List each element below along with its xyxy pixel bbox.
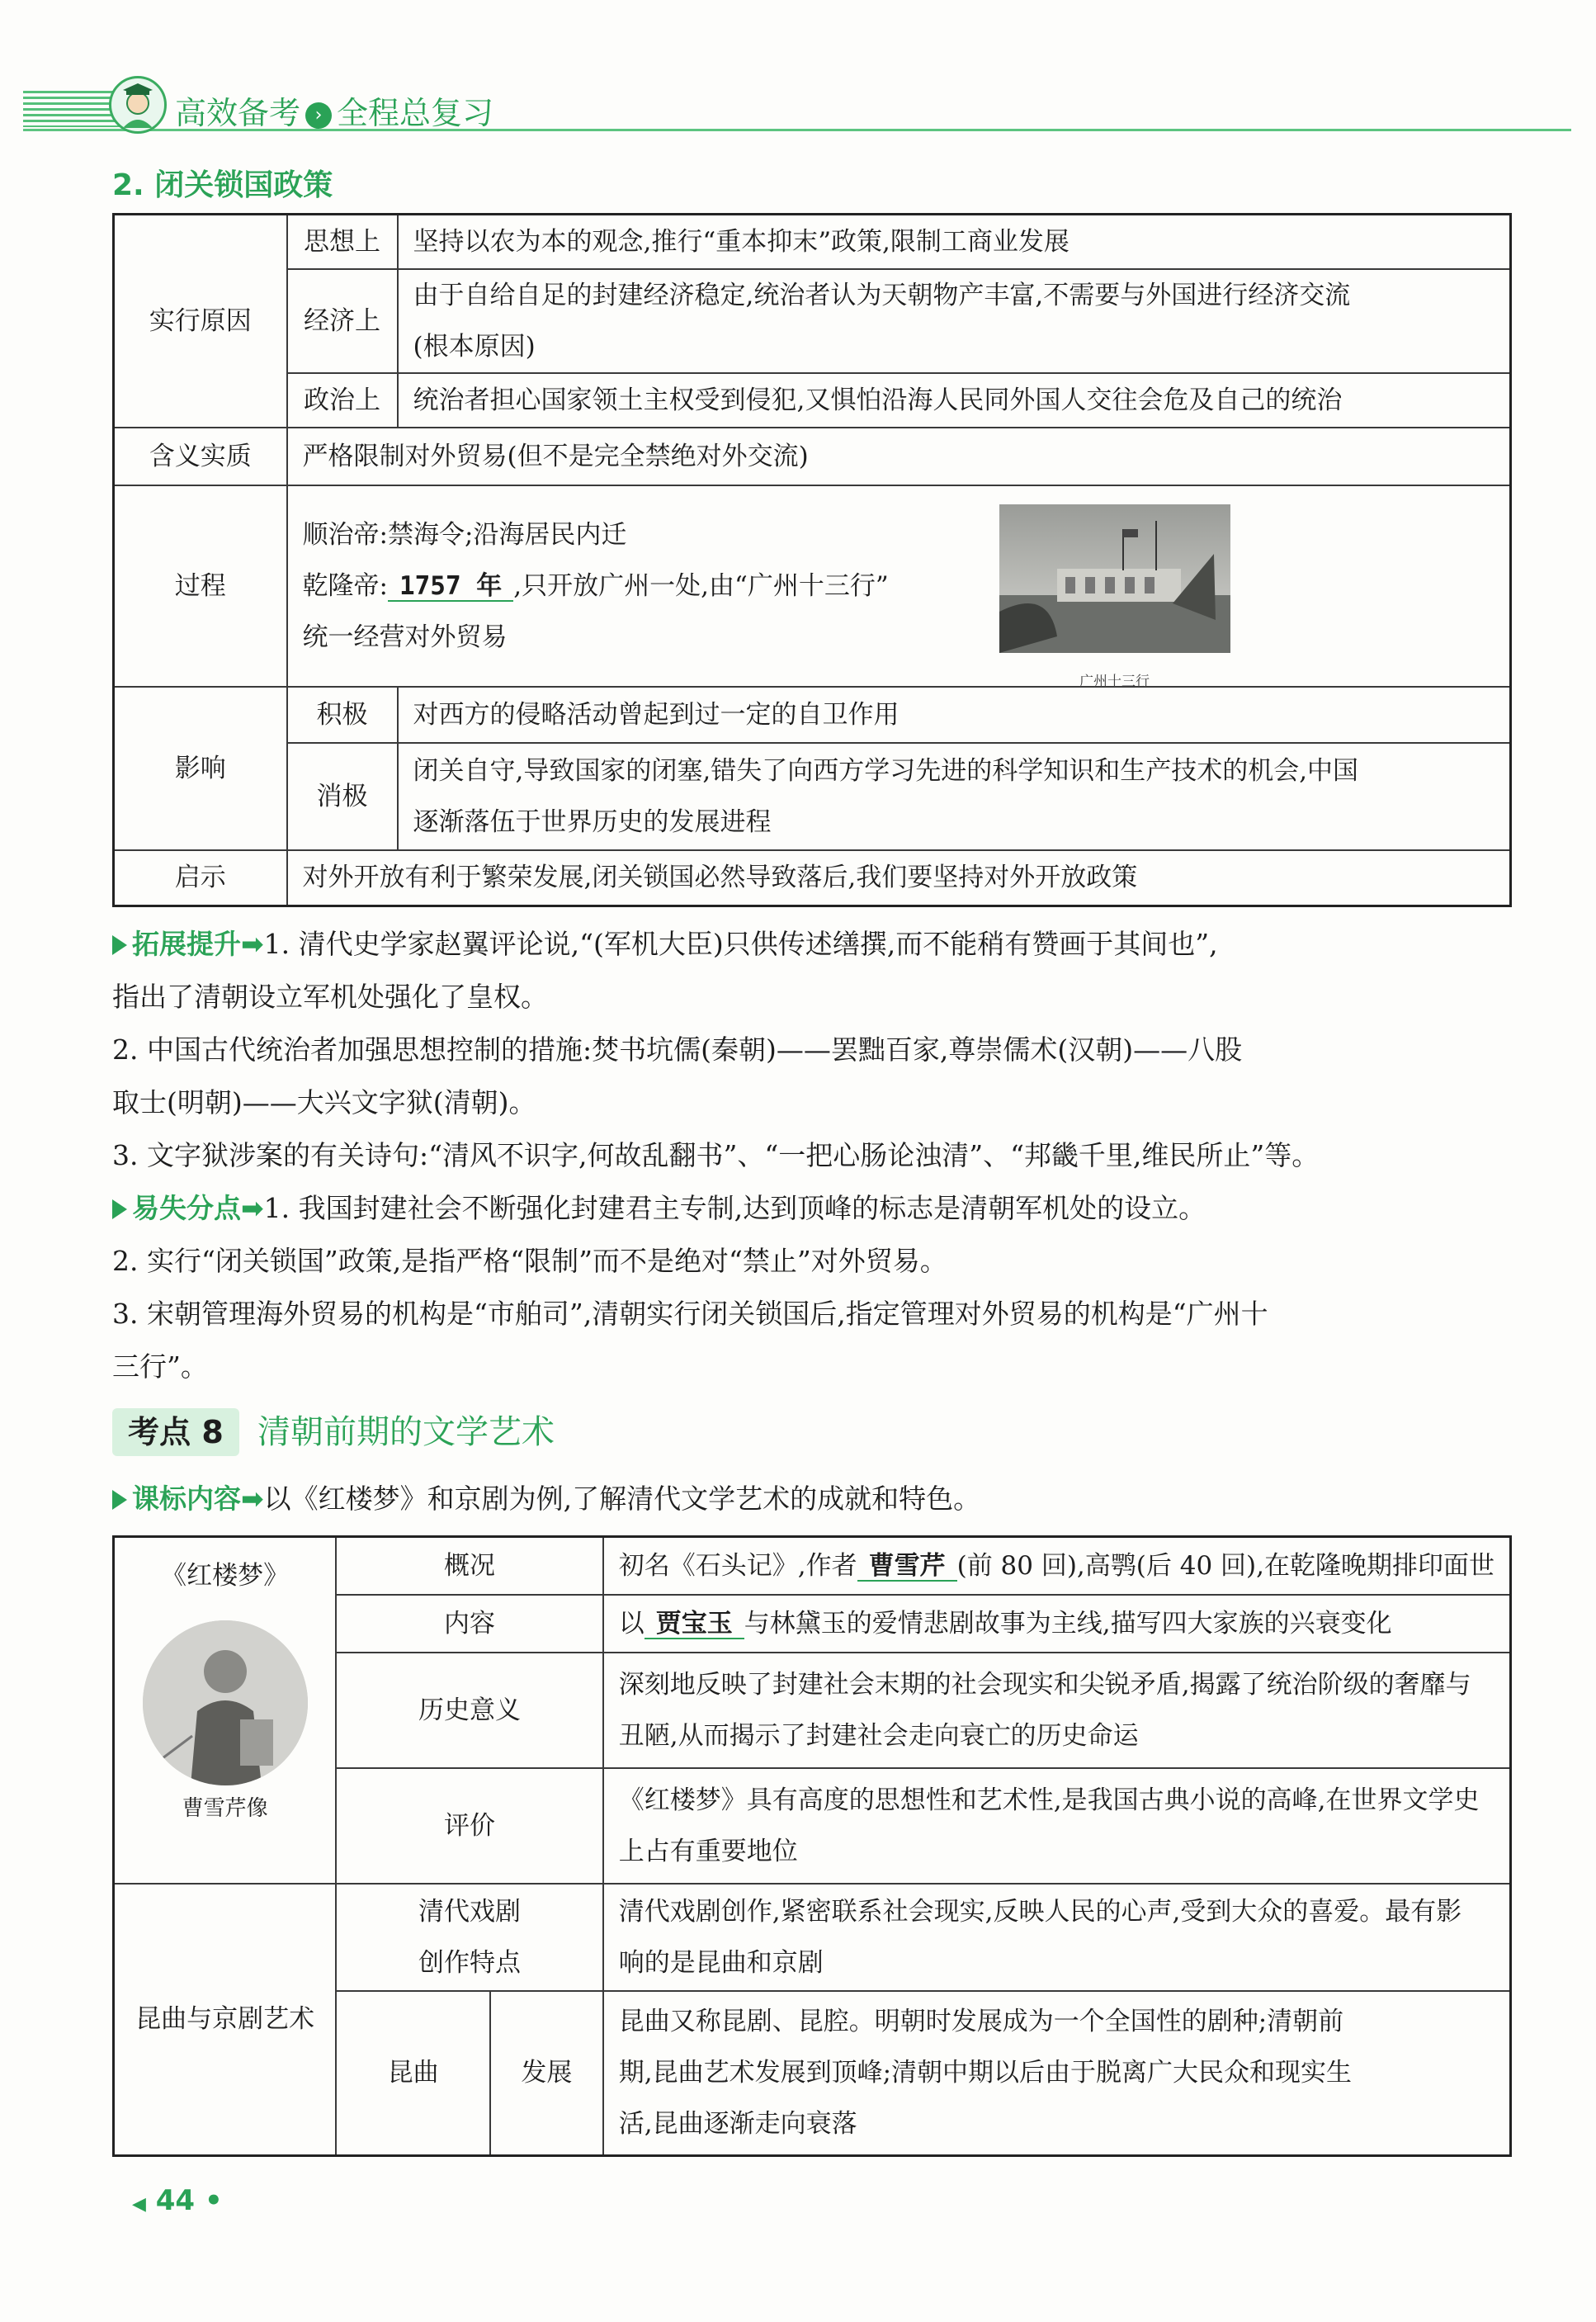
hist-label: 历史意义 xyxy=(336,1653,602,1768)
opera-title: 昆曲与京剧艺术 xyxy=(114,1884,337,2156)
eval-cell xyxy=(603,1768,1511,1884)
drama-label-2: 创作特点 xyxy=(418,1947,522,1978)
answer-blank-author: 曹雪芹 xyxy=(857,1552,957,1582)
expand-p3: 3. 文字狱涉案的有关诗句:“清风不识字,何故乱翻书”、“一把心肠论浊清”、“邦畿千里,维民所止”等。 xyxy=(112,1139,1320,1171)
content-cell xyxy=(603,1595,1511,1653)
econ-text-2: (根本原因) xyxy=(413,331,536,362)
eval-text-2: 上占有重要地位 xyxy=(618,1836,798,1866)
dot-icon: • xyxy=(204,2184,223,2217)
process-text xyxy=(303,509,980,663)
canton-figure xyxy=(999,504,1230,693)
process-line-2-pre: 乾隆帝: xyxy=(302,570,388,601)
content-label: 内容 xyxy=(336,1595,602,1653)
drama-text-1: 清代戏剧创作,紧密联系社会现实,反映人民的心声,受到大众的喜爱。最有影 xyxy=(618,1896,1462,1927)
pitfall-p2: 2. 实行“闭关锁国”政策,是指严格“限制”而不是绝对“禁止”对外贸易。 xyxy=(112,1245,947,1277)
mascot-icon xyxy=(109,76,167,134)
arrow-right-icon: ➡ xyxy=(241,1483,264,1515)
kaodian-title: 清朝前期的文学艺术 xyxy=(257,1413,555,1451)
lesson-text: 对外开放有利于繁荣发展,闭关锁国必然导致落后,我们要坚持对外开放政策 xyxy=(287,850,1511,906)
overview-cell xyxy=(603,1537,1511,1595)
overview-post: (前 80 回),高鹗(后 40 回),在乾隆晚期排印面世 xyxy=(956,1550,1494,1581)
overview-pre: 初名《石头记》,作者 xyxy=(618,1550,857,1581)
pitfall-tag: 易失分点 xyxy=(132,1192,241,1224)
content-post: 与林黛玉的爱情悲剧故事为主线,描写四大家族的兴衰变化 xyxy=(744,1608,1392,1639)
process-label: 过程 xyxy=(114,485,287,687)
brand-right: 全程总复习 xyxy=(337,95,494,131)
page-header xyxy=(23,76,1571,139)
arrow-right-icon: ➡ xyxy=(241,928,264,960)
lesson-label: 启示 xyxy=(114,850,287,906)
process-line-1: 顺治帝:禁海令;沿海居民内迁 xyxy=(302,519,627,550)
positive-text: 对西方的侵略活动曾起到过一定的自卫作用 xyxy=(398,687,1511,743)
process-line-2-post: ,只开放广州一处,由“广州十三行” xyxy=(513,570,889,601)
kunqu-label: 昆曲 xyxy=(336,1991,490,2156)
drama-label-1: 清代戏剧 xyxy=(418,1896,522,1927)
drama-cell xyxy=(603,1884,1511,1991)
negative-cell xyxy=(398,743,1511,850)
positive-label: 积极 xyxy=(287,687,398,743)
page-number-text: 44 xyxy=(155,2184,196,2217)
thought-text: 坚持以农为本的观念,推行“重本抑末”政策,限制工商业发展 xyxy=(398,215,1511,269)
expand-block xyxy=(112,918,1515,1393)
econ-text-1: 由于自给自足的封建经济稳定,统治者认为天朝物产丰富,不需要与外国进行经济交流 xyxy=(413,280,1351,310)
brand-title xyxy=(175,87,493,133)
impact-label: 影响 xyxy=(114,687,287,850)
curriculum-line xyxy=(112,1473,1515,1525)
meaning-text: 严格限制对外贸易(但不是完全禁绝对外交流) xyxy=(287,428,1511,485)
eval-label: 评价 xyxy=(336,1768,602,1884)
cao-xueqin-portrait-image xyxy=(143,1620,308,1785)
portrait-caption: 曹雪芹像 xyxy=(182,1796,268,1821)
hlm-title: 《红楼梦》 xyxy=(161,1561,290,1591)
hist-text-2: 丑陋,从而揭示了封建社会走向衰亡的历史命运 xyxy=(618,1720,1139,1751)
eval-text-1: 《红楼梦》具有高度的思想性和艺术性,是我国古典小说的高峰,在世界文学史 xyxy=(618,1785,1480,1815)
section-title: 2. 闭关锁国政策 xyxy=(112,168,333,202)
process-line-3: 统一经营对外贸易 xyxy=(302,622,508,652)
politics-text: 统治者担心国家领土主权受到侵犯,又惧怕沿海人民同外国人交往会危及自己的统治 xyxy=(398,373,1511,428)
curriculum-tag: 课标内容 xyxy=(132,1483,241,1515)
hist-text-1: 深刻地反映了封建社会末期的社会现实和尖锐矛盾,揭露了统治阶级的奢靡与 xyxy=(618,1669,1471,1700)
arrow-icon: › xyxy=(305,102,332,129)
kaodian-badge: 考点 8 xyxy=(112,1408,239,1456)
brand-left: 高效备考 xyxy=(175,95,301,131)
arrow-right-icon: ➡ xyxy=(241,1192,264,1224)
kunqu-text-3: 活,昆曲逐渐走向衰落 xyxy=(618,2109,857,2140)
drama-label-cell xyxy=(336,1884,602,1991)
meaning-label: 含义实质 xyxy=(114,428,287,485)
canton-thirteen-hongs-image xyxy=(999,504,1230,653)
expand-p1b: 指出了清朝设立军机处强化了皇权。 xyxy=(112,981,548,1013)
negative-text-1: 闭关自守,导致国家的闭塞,错失了向西方学习先进的科学知识和生产技术的机会,中国 xyxy=(413,755,1359,786)
expand-tag: 拓展提升 xyxy=(132,928,241,960)
expand-p2a: 2. 中国古代统治者加强思想控制的措施:焚书坑儒(秦朝)——罢黜百家,尊崇儒术(汉朝)——八股 xyxy=(112,1033,1243,1066)
content-pre: 以 xyxy=(618,1608,645,1639)
expand-p1a xyxy=(112,918,1515,971)
page-number xyxy=(132,2184,223,2217)
reasons-label: 实行原因 xyxy=(114,215,287,428)
kunqu-cell xyxy=(603,1991,1511,2156)
policy-table xyxy=(112,213,1512,907)
negative-text-2: 逐渐落伍于世界历史的发展进程 xyxy=(413,806,772,837)
politics-label: 政治上 xyxy=(287,373,398,428)
curriculum-text: 以《红楼梦》和京剧为例,了解清代文学艺术的成就和特色。 xyxy=(263,1483,981,1515)
overview-label: 概况 xyxy=(336,1537,602,1595)
left-triangle-icon: ◀ xyxy=(132,2194,146,2215)
drama-text-2: 响的是昆曲和京剧 xyxy=(618,1947,824,1978)
answer-blank-year: 1757 年 xyxy=(388,572,513,602)
econ-cell xyxy=(398,269,1511,373)
image-caption: 广州十三行 xyxy=(1079,673,1150,690)
pitfall-p3b: 三行”。 xyxy=(112,1350,208,1383)
kunqu-text-1: 昆曲又称昆剧、昆腔。明朝时发展成为一个全国性的剧种;清朝前 xyxy=(618,2007,1344,2037)
hlm-cell xyxy=(114,1537,337,1884)
kunqu-text-2: 期,昆曲艺术发展到顶峰;清朝中期以后由于脱离广大民众和现实生 xyxy=(618,2058,1353,2088)
expand-p2b: 取士(明朝)——大兴文字狱(清朝)。 xyxy=(112,1086,536,1118)
triangle-icon xyxy=(112,1490,127,1510)
hist-cell xyxy=(603,1653,1511,1768)
literature-table xyxy=(112,1535,1512,2157)
triangle-icon xyxy=(112,935,127,955)
thought-label: 思想上 xyxy=(287,215,398,269)
pitfall-p3a: 3. 宋朝管理海外贸易的机构是“市舶司”,清朝实行闭关锁国后,指定管理对外贸易的机构是“广州十 xyxy=(112,1298,1268,1330)
pitfall-p1 xyxy=(112,1182,1515,1235)
triangle-icon xyxy=(112,1199,127,1219)
dev-label: 发展 xyxy=(490,1991,603,2156)
negative-label: 消极 xyxy=(287,743,398,850)
process-line-2 xyxy=(303,560,980,612)
econ-label: 经济上 xyxy=(287,269,398,373)
pitfall-p1-text: 1. 我国封建社会不断强化封建君主专制,达到顶峰的标志是清朝军机处的设立。 xyxy=(263,1192,1206,1224)
process-cell xyxy=(287,485,1511,690)
answer-blank-protagonist: 贾宝玉 xyxy=(645,1610,744,1639)
expand-p1a-text: 1. 清代史学家赵翼评论说,“(军机大臣)只供传述缮撰,而不能稍有赞画于其间也”, xyxy=(263,928,1218,960)
